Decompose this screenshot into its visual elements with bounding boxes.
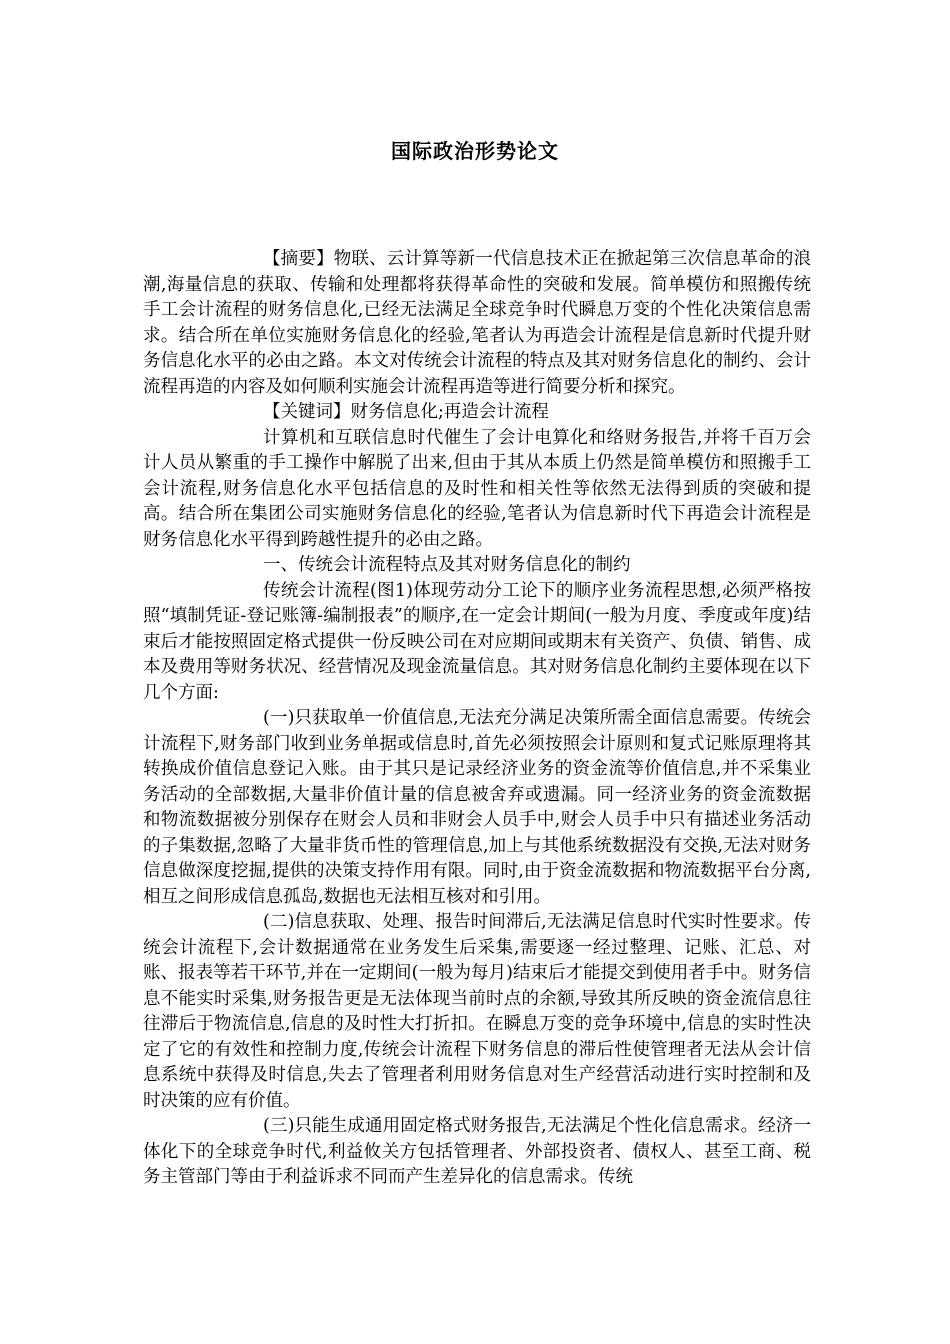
- document-title: 国际政治形势论文: [391, 139, 559, 163]
- body-paragraph: (三)只能生成通用固定格式财务报告,无法满足个性化信息需求。经济一体化下的全球竞争时代,利益攸关方包括管理者、外部投资者、债权人、甚至工商、税务主管部门等由于利益诉求不同而产生差异化的信息需求。传统: [143, 1116, 811, 1187]
- intro-paragraph: 计算机和互联信息时代催生了会计电算化和络财务报告,并将千百万会计人员从繁重的手工操作中解脱了出来,但由于其从本质上仍然是简单模仿和照搬手工会计流程,财务信息化水平包括信息的及时性和相关性等依然无法得到质的突破和提高。结合所在集团公司实施财务信息化的经验,笔者认为信息新时代下再造会计流程是财务信息化水平得到跨越性提升的必由之路。: [143, 427, 811, 550]
- body-paragraph: (一)只获取单一价值信息,无法充分满足决策所需全面信息需要。传统会计流程下,财务部门收到业务单据或信息时,首先必须按照会计原则和复式记账原理将其转换成价值信息登记入账。由于其只是记录经济业务的资金流等价值信息,并不采集业务活动的全部数据,大量非价值计量的信息被舍弃或遗漏。同一经济业务的资金流数据和物流数据被分别保存在财会人员和非财会人员手中,财会人员手中只有描述业务活动的子集数据,忽略了大量非货币性的管理信息,加上与其他系统数据没有交换,无法对财务信息做深度挖掘,提供的决策支持作用有限。同时,由于资金流数据和物流数据平台分离,相互之间形成信息孤岛,数据也无法相互核对和引用。: [143, 708, 811, 907]
- body-paragraph: (二)信息获取、处理、报告时间滞后,无法满足信息时代实时性要求。传统会计流程下,会计数据通常在业务发生后采集,需要逐一经过整理、记账、汇总、对账、报表等若干环节,并在一定期间(一般为每月)结束后才能提交到使用者手中。财务信息不能实时采集,财务报告更是无法体现当前时点的余额,导致其所反映的资金流信息往往滞后于物流信息,信息的及时性大打折扣。在瞬息万变的竞争环境中,信息的实时性决定了它的有效性和控制力度,传统会计流程下财务信息的滞后性使管理者无法从会计信息系统中获得及时信息,失去了管理者利用财务信息对生产经营活动进行实时控制和及时决策的应有价值。: [143, 912, 811, 1111]
- keywords-paragraph: 【关键词】财务信息化;再造会计流程: [263, 402, 549, 422]
- body-paragraph: 传统会计流程(图1)体现劳动分工论下的顺序业务流程思想,必须严格按照“填制凭证-登记账簿-编制报表”的顺序,在一定会计期间(一般为月度、季度或年度)结束后才能按照固定格式提供一份反映公司在对应期间或期末有关资产、负债、销售、成本及费用等财务状况、经营情况及现金流量信息。其对财务信息化制约主要体现在以下几个方面:: [143, 580, 811, 703]
- abstract-paragraph: 【摘要】物联、云计算等新一代信息技术正在掀起第三次信息革命的浪潮,海量信息的获取、传输和处理都将获得革命性的突破和发展。简单模仿和照搬传统手工会计流程的财务信息化,已经无法满足全球竞争时代瞬息万变的个性化决策信息需求。结合所在单位实施财务信息化的经验,笔者认为再造会计流程是信息新时代提升财务信息化水平的必由之路。本文对传统会计流程的特点及其对财务信息化的制约、会计流程再造的内容及如何顺利实施会计流程再造等进行简要分析和探究。: [143, 249, 811, 397]
- document-body: [143, 247, 811, 1191]
- section-heading: 一、传统会计流程特点及其对财务信息化的制约: [263, 555, 631, 575]
